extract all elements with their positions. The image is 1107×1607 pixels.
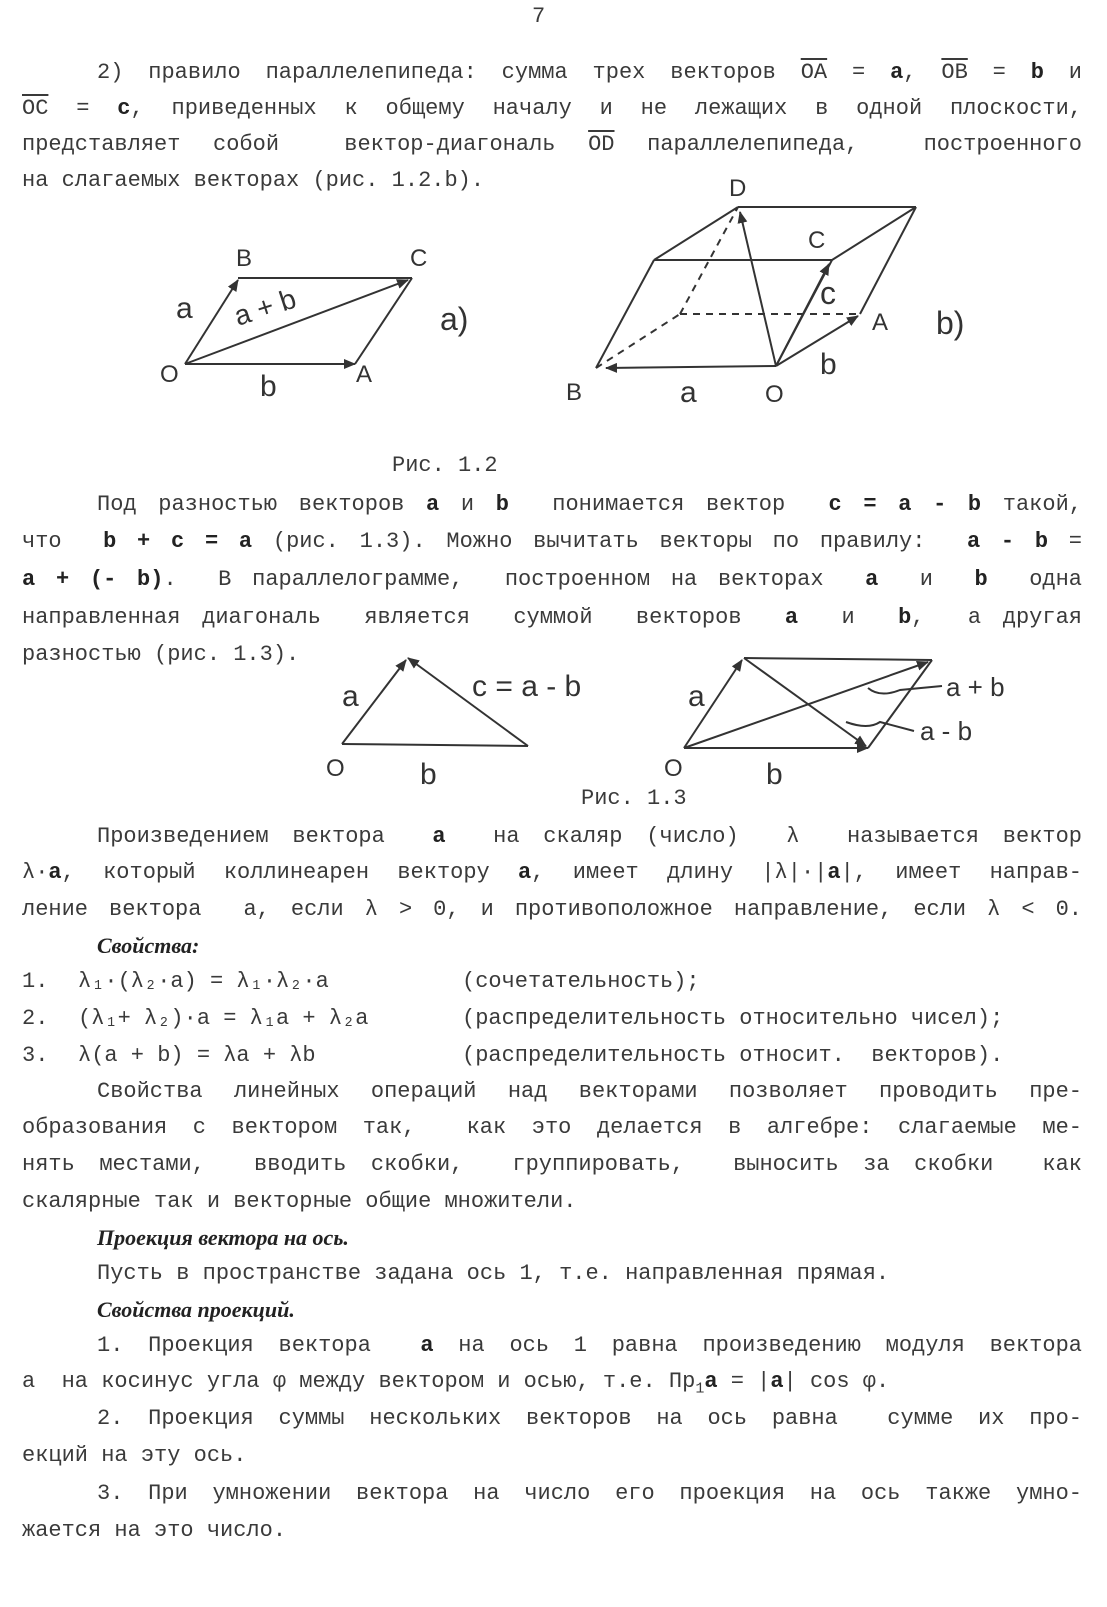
paragraph-linear-ops-line-1: Свойства линейных операций над векторами позволяет проводить пре- — [97, 1079, 1082, 1104]
property-3-formula: λ(a + b) = λa + λb — [78, 1043, 316, 1068]
property-1-note: (сочетательность); — [462, 969, 700, 994]
figure-1-2b-parallelepiped — [596, 207, 916, 368]
paragraph-linear-ops-line-4: скалярные так и векторные общие множители. — [22, 1189, 577, 1214]
property-3-number: 3. — [22, 1043, 49, 1068]
label-C-top: C — [808, 227, 826, 254]
property-2-number: 2. — [22, 1006, 49, 1031]
paragraph-difference-line-1: Под разностью векторов a и b понимается вектор c = a - b такой, — [97, 492, 1082, 517]
vector-a-b-line — [606, 366, 776, 368]
figure-1-3-parallelogram — [684, 658, 942, 748]
projection-axis-line: Пусть в пространстве задана ось 1, т.е. направленная прямая. — [97, 1261, 890, 1286]
figure-caption-1-3: Рис. 1.3 — [581, 786, 687, 811]
label-D: D — [729, 175, 747, 202]
projection-item-1-line-2: a на косинус угла φ между вектором и осью, т.е. $Пр_1a = |a|$ cos φ. — [22, 1369, 890, 1398]
properties-heading: Свойства: — [97, 933, 200, 958]
paragraph-linear-ops-line-2: образования с вектором так, как это делается в алгебре: слагаемые ме- — [22, 1115, 1082, 1140]
paragraph-linear-ops-line-3: нять местами, вводить скобки, группировать, выносить за скобки как — [22, 1152, 1082, 1177]
label-tag-b: b) — [936, 305, 965, 341]
label-a-plus-b: a + b — [230, 282, 300, 332]
label-O-par: O — [664, 755, 683, 782]
label-B-b: B — [566, 379, 583, 406]
paragraph-scalar-line-3: ление вектора a, если λ > 0, и противоположное направление, если λ < 0. — [22, 897, 1082, 922]
paragraph-parallelepiped-line-1: 2) правило параллелепипеда: сумма трех векторов $\overline{OA} = a$, $\overline{OB} = b$ и — [97, 60, 1083, 85]
label-tag-a: a) — [440, 301, 469, 337]
label-b-b: b — [820, 348, 837, 381]
vector-a-line — [185, 280, 238, 364]
paragraph-parallelepiped-line-4: на слагаемых векторах (рис. 1.2.b). — [22, 168, 485, 193]
projection-item-3-line-1: 3. При умножении вектора на число его проекция на ось также умно- — [97, 1481, 1082, 1506]
edge-ca-line — [355, 278, 412, 364]
paragraph-scalar-line-2: λ·a, который коллинеарен вектору a, имеет длину |λ|·|a|, имеет направ- — [22, 860, 1082, 885]
label-b: b — [260, 370, 277, 403]
paragraph-parallelepiped-line-2: $\overline{OC} = c$, приведенных к общему началу и не лежащих в одной плоскости, — [22, 96, 1082, 121]
label-a-b: a — [680, 376, 697, 409]
label-a-minus-b-par: a - b — [920, 716, 973, 746]
projection-heading: Проекция вектора на ось. — [97, 1225, 349, 1250]
property-2-note: (распределительность относительно чисел); — [462, 1006, 1004, 1031]
projection-item-2-line-1: 2. Проекция суммы нескольких векторов на ось равна сумме их про- — [97, 1406, 1082, 1431]
label-B: B — [236, 245, 253, 272]
label-O-b: O — [765, 381, 784, 408]
page-number: 7 — [532, 4, 546, 29]
figure-caption-1-2: Рис. 1.2 — [392, 453, 498, 478]
property-1-number: 1. — [22, 969, 49, 994]
label-A-b: A — [872, 309, 889, 336]
label-b-par: b — [766, 758, 783, 791]
label-c: c — [820, 275, 836, 311]
projection-item-3-line-2: жается на это число. — [22, 1518, 287, 1543]
paragraph-parallelepiped-line-3: представляет собой вектор-диагональ $\overline{OD}$ параллелепипеда, построенного — [22, 132, 1082, 157]
paragraph-scalar-line-1: Произведением вектора a на скаляр (число) λ называется вектор — [97, 824, 1082, 849]
property-2-formula: (λ₁+ λ₂)·a = λ₁a + λ₂a — [78, 1006, 369, 1031]
label-a: a — [176, 292, 193, 325]
label-O-tri: O — [326, 755, 345, 782]
label-a-par: a — [688, 680, 705, 713]
paragraph-difference-line-2: что b + c = a (рис. 1.3). Можно вычитать векторы по правилу: a - b = — [22, 529, 1083, 554]
projection-item-1-line-1: 1. Проекция вектора a на ось 1 равна произведению модуля вектора — [97, 1333, 1082, 1358]
projection-properties-heading: Свойства проекций. — [97, 1297, 295, 1322]
label-b-tri: b — [420, 758, 437, 791]
paragraph-difference-line-5: разностью (рис. 1.3). — [22, 642, 300, 667]
vector-diagonal-od-line — [740, 212, 776, 366]
vector-sum-line — [185, 280, 408, 364]
label-a-tri: a — [342, 680, 359, 713]
paragraph-difference-line-4: направленная диагональ является суммой векторов a и b, а другая — [22, 605, 1082, 630]
property-1-formula: λ₁·(λ₂·a) = λ₁·λ₂·a — [78, 969, 329, 994]
projection-item-2-line-2: екций на эту ось. — [22, 1443, 247, 1468]
label-a-plus-b-par: a + b — [946, 672, 1005, 702]
label-O: O — [160, 361, 179, 388]
label-c-eq: c = a - b — [472, 670, 582, 703]
label-C: C — [410, 245, 428, 272]
property-3-note: (распределительность относит. векторов). — [462, 1043, 1004, 1068]
paragraph-difference-line-3: a + (- b). В параллелограмме, построенном на векторах a и b одна — [22, 567, 1083, 592]
label-A: A — [356, 361, 373, 388]
